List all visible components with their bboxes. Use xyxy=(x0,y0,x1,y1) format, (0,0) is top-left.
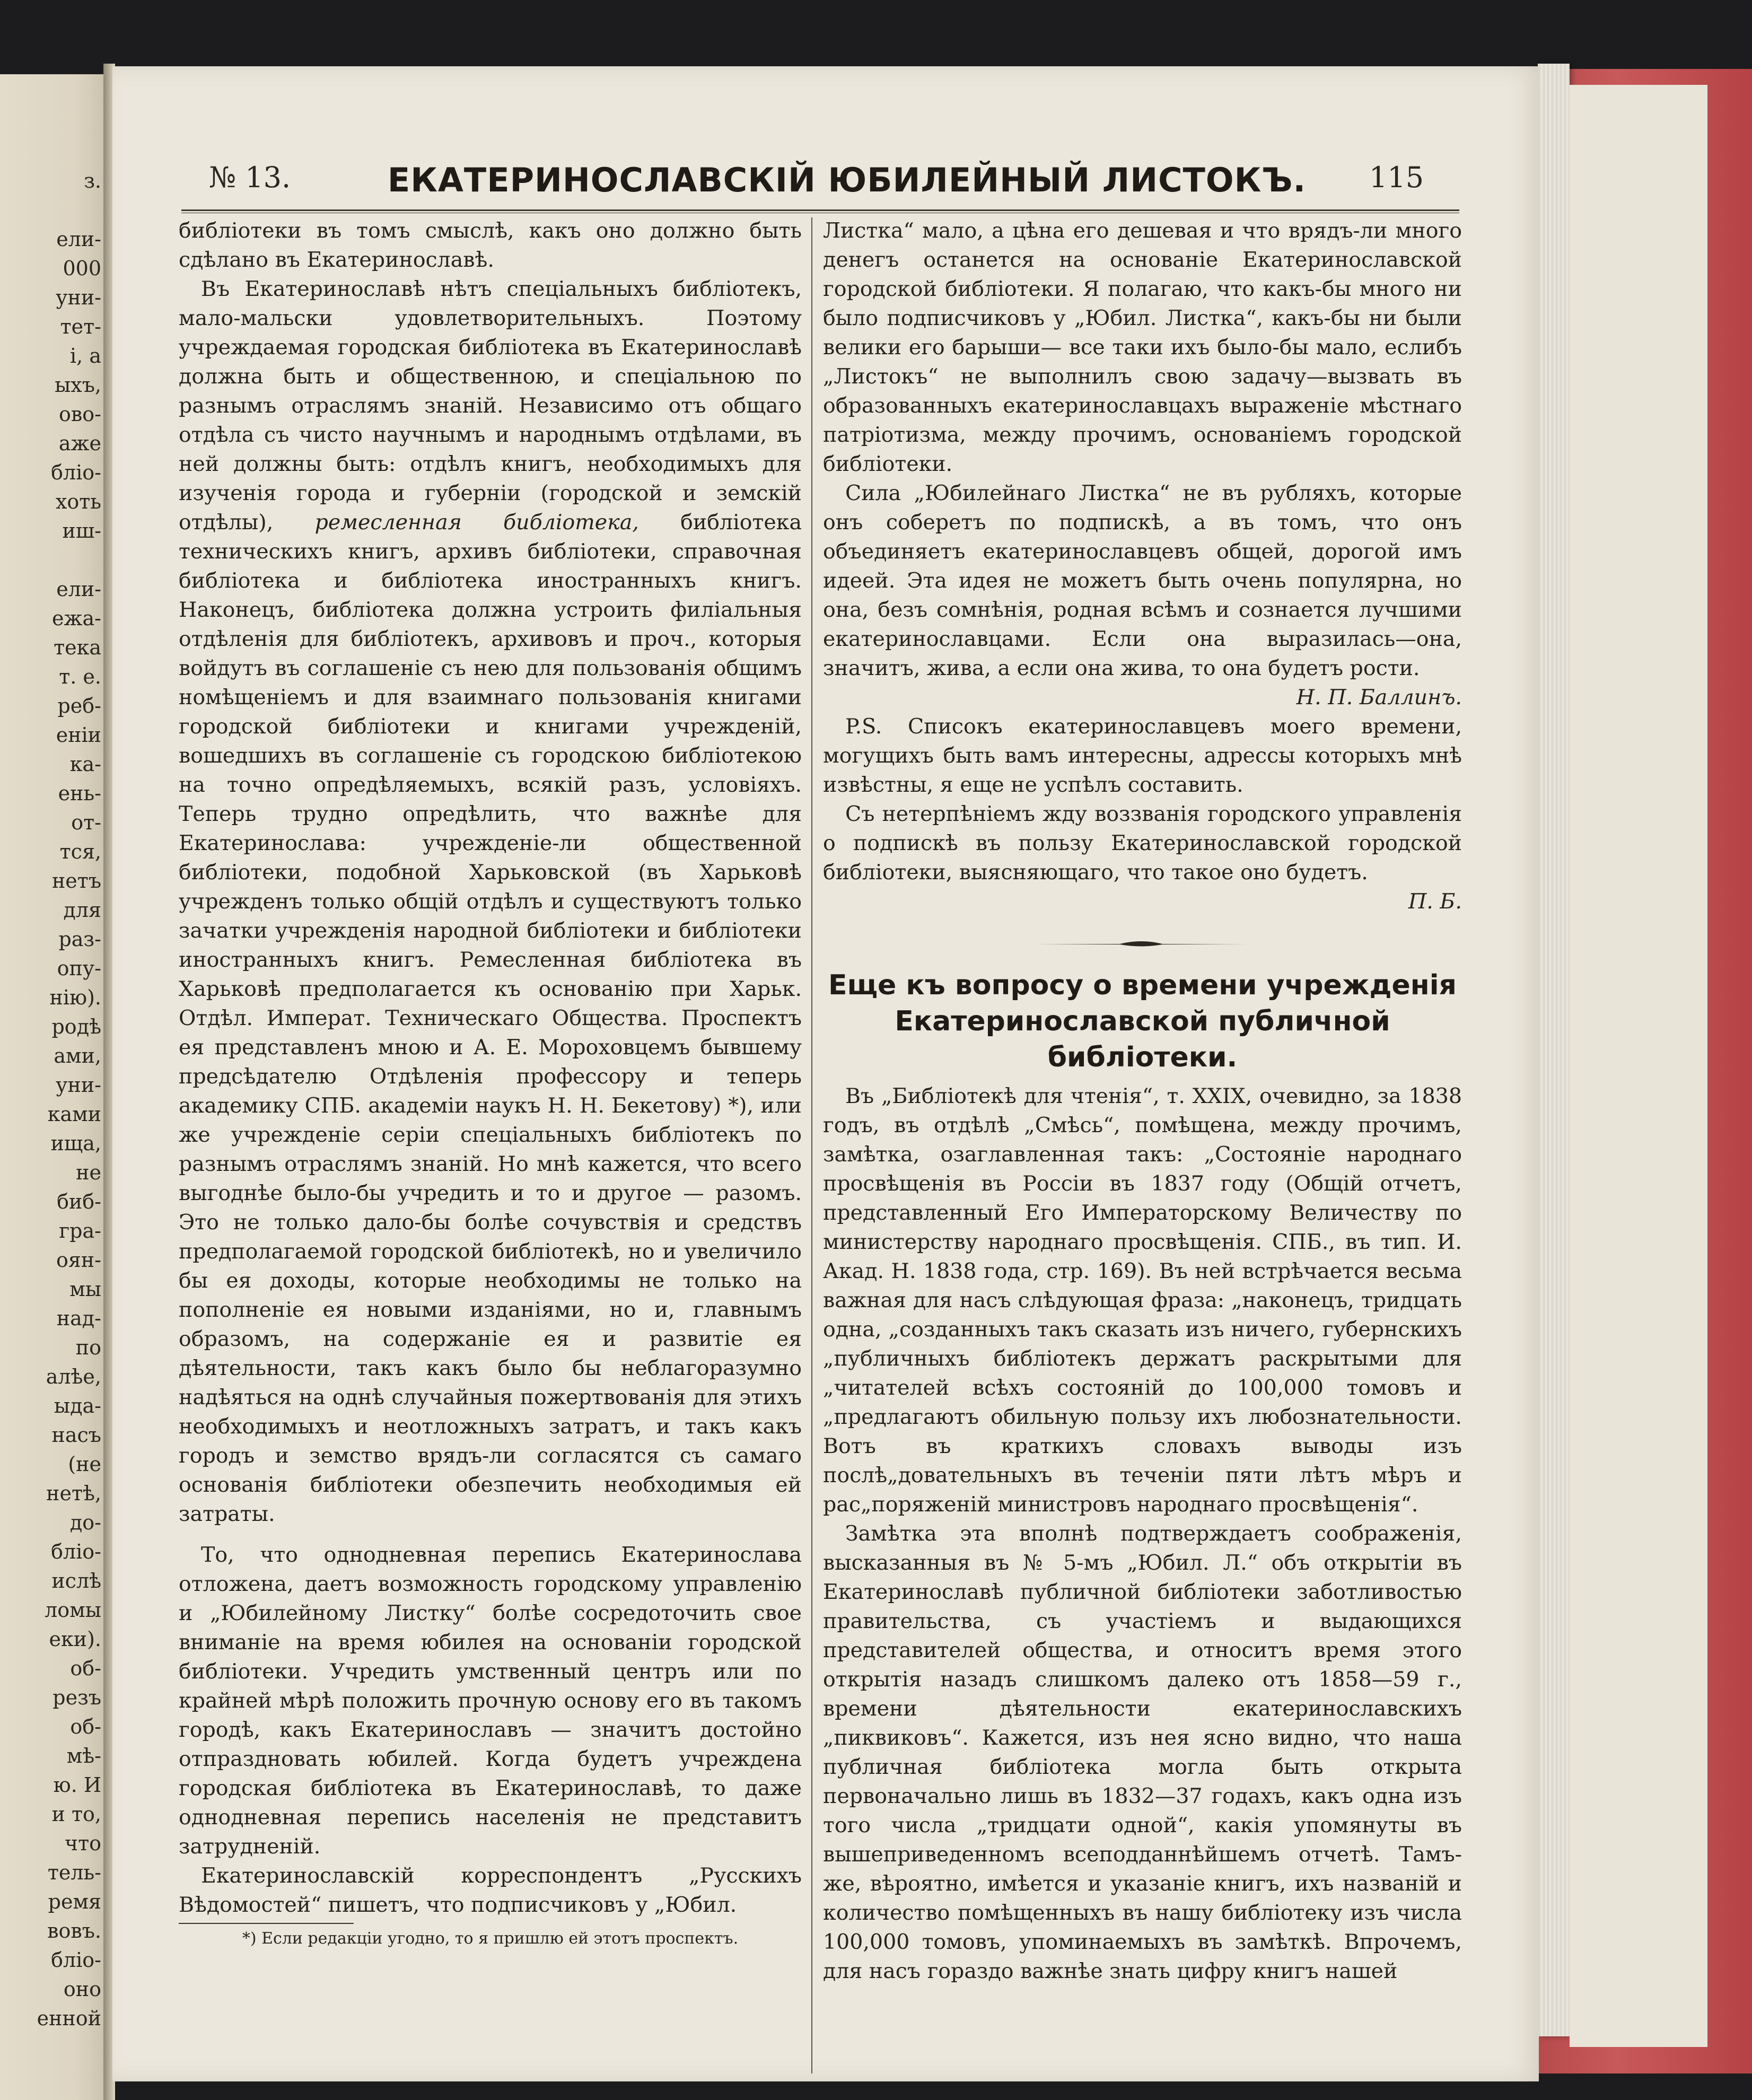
left-page-text-fragment: (не xyxy=(68,1452,101,1476)
left-page-text-fragment: оно xyxy=(63,1978,101,2001)
left-page-text-fragment: ка- xyxy=(69,752,101,776)
left-page-text-fragment: ежа- xyxy=(52,607,101,630)
left-page-text-fragment: бліо- xyxy=(51,461,101,484)
left-page-text-fragment: мѣ- xyxy=(66,1744,101,1768)
left-page-text-fragment: для xyxy=(63,898,101,922)
left-page-text-fragment: реб- xyxy=(57,694,101,718)
left-page-text-fragment: раз- xyxy=(58,928,101,951)
left-page-text-fragment: хоть xyxy=(55,490,101,513)
column-right xyxy=(823,216,1462,1986)
column-divider xyxy=(811,217,812,2073)
left-page-text-fragment: оян- xyxy=(56,1248,101,1272)
issue-number: № 13. xyxy=(209,161,291,194)
left-page-text-fragment: енной xyxy=(37,2007,101,2030)
newspaper-page xyxy=(112,66,1539,2081)
left-page-text-fragment: не xyxy=(76,1161,101,1184)
paragraph: библіотеки въ томъ смыслѣ, какъ оно должно быть сдѣлано въ Екатеринославѣ. xyxy=(179,218,802,272)
left-page-text-fragment: тся, xyxy=(59,840,101,863)
text-run: Въ Екатеринославѣ нѣтъ спеціальныхъ библіотекъ, мало-мальски удовлетворительныхъ. Поэтому учреждаемая городская библіотека въ Екатеринославѣ должна быть и общественною, и спеціальною по разнымъ отраслямъ знаній. Независимо отъ общаго отдѣла съ чисто научнымъ и народнымъ отдѣлами, въ ней должны быть: отдѣлъ книгъ, необходимыхъ для изученія города и губерніи (городской и земскій отдѣлы), xyxy=(179,277,802,535)
masthead-title: ЕКАТЕРИНОСЛАВСКІЙ ЮБИЛЕЙНЫЙ ЛИСТОКЪ. xyxy=(387,161,1307,199)
left-page-text-fragment: до- xyxy=(69,1511,101,1534)
left-page-text-fragment: по xyxy=(75,1336,101,1359)
page-number: 115 xyxy=(1369,161,1424,194)
paragraph xyxy=(179,275,802,1529)
text-run: библіотека техническихъ книгъ, архивъ библіотеки, справочная библіотека и библіотека иностранныхъ книгъ. Наконецъ, библіотека должна устроить филіальныя отдѣленія для библіотекъ, архивовъ и проч., которыя войдутъ въ соглашеніе съ нею для пользованія общимъ номѣщеніемъ и для взаимнаго пользованія книгами городской библіотеки и книгами учрежденій, вошедшихъ въ соглашеніе съ городскою библіотекою на точно опредѣляемыхъ, всякій разъ, условіяхъ. Теперь трудно опредѣлить, что важнѣе для Екатеринослава: учрежденіе-ли общественной библіотеки, подобной Харьковской (въ Харьковѣ учрежденъ только общій отдѣлъ и существуютъ только зачатки учрежденія народной библіотеки и библіотеки иностранныхъ книгъ. Ремесленная библіотека въ Харьковѣ предполагается къ основанію при Харьк. Отдѣл. Императ. Техническаго Общества. Проспектъ ея представленъ мною и А. Е. Мороховцемъ бывшему предсѣдателю Отдѣленія профессору и теперь академику СПБ. академіи наукъ Н. Н. Бекетову) *), или же учрежденіе серіи спеціальныхъ библіотекъ по разнымъ отраслямъ знаній. Но мнѣ кажется, что всего выгоднѣе было-бы учредить и то и другое — разомъ. Это не только дало-бы болѣе сочувствія и средствъ предполагаемой городской библіотекѣ, но и увеличило бы ея доходы, которые необходимы не только на пополненіе ея новыми изданіями, но и, главнымъ образомъ, на содержаніе ея и развитіе ея дѣятельности, такъ какъ было бы неблагоразумно надѣяться на однѣ случайныя пожертвованія для этихъ необходимыхъ и неотложныхъ затратъ, и такъ какъ городъ и земство врядъ-ли согласятся съ самаго основанія библіотеки обезпечить необходимыя ей затраты. xyxy=(179,510,802,1526)
left-page-text-fragment: что xyxy=(64,1832,101,1855)
column-left xyxy=(179,216,802,1950)
left-page-text-fragment: нетѣ, xyxy=(46,1482,101,1505)
left-page-text-fragment: ень- xyxy=(58,782,101,805)
left-page-text-fragment: тель- xyxy=(47,1861,101,1884)
footnote-rule xyxy=(179,1923,354,1924)
left-page-text-fragment: тека xyxy=(54,636,101,659)
left-page-text-fragment: и то, xyxy=(51,1802,101,1826)
left-page-text-fragment: ово- xyxy=(59,402,101,426)
left-page-text-fragment: тет- xyxy=(60,315,101,338)
section-ornament xyxy=(823,934,1462,956)
left-page-text-fragment: бліо- xyxy=(51,1948,101,1972)
left-page-text-fragment: насъ xyxy=(51,1423,101,1447)
header-rule xyxy=(181,209,1459,213)
page-header xyxy=(112,161,1539,208)
left-page-text-fragment: об- xyxy=(70,1657,101,1680)
article-heading: Еще къ вопросу о времени учрежденія Екатеринославской публичной библіотеки. xyxy=(828,969,1457,1073)
paragraph: Съ нетерпѣніемъ жду воззванія городского управленія о подпискѣ въ пользу Екатеринославской городской библіотеки, выясняющаго, что такое оно будетъ. xyxy=(823,802,1462,885)
next-page-edge xyxy=(1570,85,1707,2047)
left-page-text-fragment: еніи xyxy=(56,723,101,747)
italic-text: ремесленная библіотека, xyxy=(314,510,639,535)
signature: Н. П. Баллинъ. xyxy=(1296,685,1462,710)
paragraph: Екатеринославскій корреспондентъ „Русскихъ Вѣдомостей“ пишетъ, что подписчиковъ у „Юбил. xyxy=(179,1863,802,1917)
page-stack-edge xyxy=(1538,64,1570,2036)
left-page-text-fragment: 000 xyxy=(63,257,101,280)
paragraph: Сила „Юбилейнаго Листка“ не въ рубляхъ, которые онъ соберетъ по подпискѣ, а въ томъ, что онъ объединяетъ екатеринославцевъ общей, дорогой имъ идеей. Эта идея не можетъ быть очень популярна, но она, безъ сомнѣнія, родная всѣмъ и сознается лучшими екатеринославцами. Если она выразилась—она, значитъ, жива, а если она жива, то она будетъ рости. xyxy=(823,481,1462,680)
left-page-text-fragment: т. е. xyxy=(59,665,101,688)
left-page-fragment xyxy=(0,74,109,2100)
left-page-text-fragment: от- xyxy=(71,811,101,834)
signature: П. Б. xyxy=(1408,889,1462,914)
left-page-text-fragment: иш- xyxy=(62,519,101,542)
left-page-text-fragment: об- xyxy=(70,1715,101,1738)
left-page-text-fragment: уни- xyxy=(56,286,101,309)
left-page-text-fragment: ыда- xyxy=(54,1394,101,1418)
left-page-text-fragment: опу- xyxy=(57,957,101,980)
left-page-text-fragment: ища, xyxy=(50,1132,101,1155)
left-page-text-fragment: уни- xyxy=(56,1073,101,1097)
left-page-text-fragment: ели- xyxy=(56,578,101,601)
left-page-text-fragment: ломы xyxy=(45,1598,101,1622)
left-page-text-fragment: биб- xyxy=(57,1190,101,1213)
left-page-text-fragment: ели- xyxy=(56,228,101,251)
left-page-text-fragment: ыхъ, xyxy=(55,373,101,397)
left-page-text-fragment: мы xyxy=(69,1278,101,1301)
left-page-text-fragment: родѣ xyxy=(51,1015,101,1038)
left-page-text-fragment: ислѣ xyxy=(51,1569,101,1592)
left-page-text-fragment: аже xyxy=(58,432,101,455)
paragraph: Въ „Библіотекѣ для чтенія“, т. XXIX, очевидно, за 1838 годъ, въ отдѣлѣ „Смѣсь“, помѣщена, между прочимъ, замѣтка, озаглавленная такъ: „Состояніе народнаго просвѣщенія въ Россіи въ 1837 году (Общій отчетъ, представленный Его Императорскому Величеству по министерству народнаго просвѣщенія. СПБ., въ тип. И. Акад. Н. 1838 года, стр. 169). Въ ней встрѣчается весьма важная для насъ слѣдующая фраза: „наконецъ, тридцать одна, „созданныхъ такъ сказать изъ ничего, губернскихъ „публичныхъ библіотекъ держатъ раскрытыми для „читателей всѣхъ состояній до 100,000 томовъ и „предлагаютъ обильную пользу ихъ любознательности. Вотъ въ краткихъ словахъ выводы изъ послѣ„довательныхъ въ теченіи пяти лѣтъ мѣръ и рас„поряженій министровъ народнаго просвѣщенія“. xyxy=(823,1084,1462,1517)
left-page-text-fragment: бліо- xyxy=(51,1540,101,1563)
left-page-text-fragment: гра- xyxy=(59,1219,101,1242)
left-page-text-fragment: над- xyxy=(56,1307,101,1330)
left-page-text-fragment: з. xyxy=(84,169,101,192)
postscript: P.S. Списокъ екатеринославцевъ моего времени, могущихъ быть вамъ интересны, адрессы которыхъ мнѣ извѣстны, я еще не успѣлъ составить. xyxy=(823,714,1462,797)
left-page-text-fragment: ю. И xyxy=(53,1773,101,1797)
left-page-text-fragment: ами, xyxy=(54,1044,101,1068)
left-page-text-fragment: ками xyxy=(47,1102,101,1126)
paragraph: Замѣтка эта вполнѣ подтверждаетъ соображенія, высказанныя въ № 5-мъ „Юбил. Л.“ объ открытіи въ Екатеринославѣ публичной библіотеки заботливостью правительства, съ участіемъ и выдающихся представителей общества, и относитъ время этого открытія назадъ слишкомъ далеко отъ 1858—59 г., времени дѣятельности екатеринославскихъ „пиквиковъ“. Кажется, изъ нея ясно видно, что наша публичная библіотека могла быть открыта первоначально лишь въ 1832—37 годахъ, какъ одна изъ того числа „тридцати одной“, какія упомянуты въ вышеприведенномъ всеподданнѣйшемъ отчетѣ. Тамъ-же, вѣроятно, имѣется и указаніе книгъ, ихъ названій и количество помѣщенныхъ въ нашу библіотеку изъ числа 100,000 томовъ, упоминаемыхъ въ замѣткѣ. Впрочемъ, для насъ гораздо важнѣе знать цифру книгъ нашей xyxy=(823,1521,1462,1983)
left-page-text-fragment: алѣе, xyxy=(46,1365,101,1388)
left-page-text-fragment: еки). xyxy=(49,1628,101,1651)
left-page-text-fragment: і, а xyxy=(70,344,101,368)
left-page-text-fragment: резъ xyxy=(52,1686,101,1709)
paragraph: То, что однодневная перепись Екатеринослава отложена, даетъ возможность городскому управленію и „Юбилейному Листку“ болѣе сосредоточить свое вниманіе на время юбилея на основаніи городской библіотеки. Учредить умственный центръ или по крайней мѣрѣ положить прочную основу его въ такомъ городѣ, какъ Екатеринославъ — значитъ достойно отпраздновать юбилей. Когда будетъ учреждена городская библіотека въ Екатеринославѣ, то даже однодневная перепись населенія не представитъ затрудненій. xyxy=(179,1543,802,1859)
left-page-text-fragment: нетъ xyxy=(51,869,101,892)
left-page-text-fragment: вовъ. xyxy=(47,1919,101,1942)
paragraph: Листка“ мало, а цѣна его дешевая и что врядъ-ли много денегъ останется на основаніе Екатеринославской городской библіотеки. Я полагаю, что какъ-бы много ни было подписчиковъ у „Юбил. Листка“, какъ-бы ни были велики его барыши— все таки ихъ было-бы мало, еслибъ „Листокъ“ не выполнилъ свою задачу—вызвать въ образованныхъ екатеринославцахъ выраженіе мѣстнаго патріотизма, между прочимъ, основаніемъ городской библіотеки. xyxy=(823,218,1462,476)
footnote: *) Если редакціи угодно, то я пришлю ей этотъ проспектъ. xyxy=(242,1929,739,1948)
left-page-text-fragment: ремя xyxy=(48,1890,101,1913)
left-page-text-fragment: нію). xyxy=(49,986,101,1009)
